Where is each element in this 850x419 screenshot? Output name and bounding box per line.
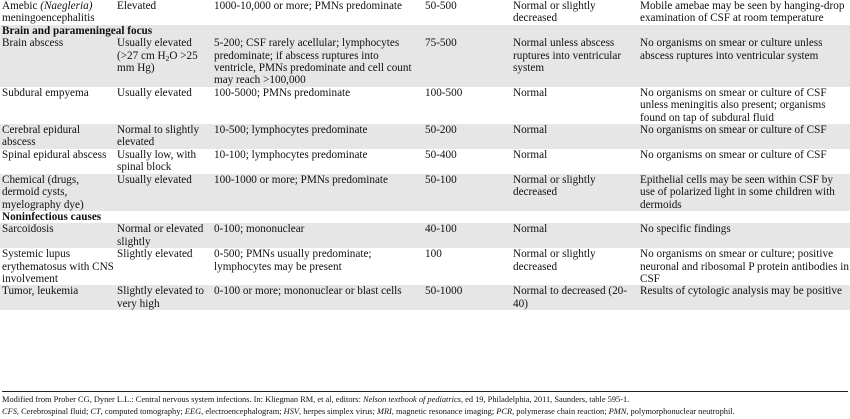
comments-cell: No specific findings <box>638 223 850 248</box>
abbreviation-key: PCR <box>496 406 513 416</box>
protein-cell: 50-1000 <box>423 285 511 310</box>
abbreviation-definition: , electroencephalogram; <box>201 406 284 416</box>
glucose-cell: Normal <box>513 148 548 161</box>
organism-name: (Naegleria) <box>40 0 93 12</box>
pressure-cell: Usually elevated <box>115 174 212 211</box>
section-header: Noninfectious causes <box>2 210 102 223</box>
protein-cell: 50-100 <box>423 174 511 211</box>
abbreviation-definition: , Cerebrospinal fluid; <box>16 406 91 416</box>
condition-text: Amebic <box>2 0 41 12</box>
abbreviation-key: MRI <box>376 406 392 416</box>
leukocytes-cell: 100-1000 or more; PMNs predominate <box>212 174 423 211</box>
abbreviation-definition: , computed tomography; <box>100 406 185 416</box>
comments-cell: Epithelial cells may be seen within CSF by use of polarized light in some children with dermoids <box>638 174 850 211</box>
abbreviation-key: EEG <box>184 406 202 416</box>
pressure-cell: Usually low, with spinal block <box>117 148 197 174</box>
footnote-book-title: Nelson textbook of pediatrics <box>363 395 461 404</box>
table-row <box>0 285 850 310</box>
condition-cell <box>0 0 115 25</box>
pressure-cell: Normal or elevated slightly <box>115 223 212 248</box>
glucose-cell: Normal or slightly decreased <box>513 0 596 25</box>
condition-cell: Chemical (drugs, dermoid cysts, myelography dye) <box>0 174 115 211</box>
footnote-source-text: Modified from Prober CG, Dyner L.L.: Central nervous system infections. In: Kliegman RM, et al, editors: <box>2 395 363 404</box>
comments-cell: No organisms on smear or culture of CSF <box>638 124 850 149</box>
pressure-cell <box>115 37 212 87</box>
table-row <box>0 87 850 124</box>
table-row <box>0 37 850 87</box>
condition-cell: Tumor, leukemia <box>0 285 115 310</box>
leukocytes-cell: 0-500; PMNs usually predominate; lymphocytes may be present <box>214 248 372 273</box>
abbreviation-definition: , polymorphonuclear neutrophil. <box>626 406 735 416</box>
protein-cell: 50-200 <box>423 124 511 149</box>
comments-cell: Results of cytologic analysis may be positive <box>638 285 850 310</box>
abbreviation-key: CFS <box>2 406 17 416</box>
leukocytes-cell: 0-100; mononuclear <box>212 223 423 248</box>
leukocytes-cell: 10-100; lymphocytes predominate <box>214 148 368 161</box>
table-row <box>0 223 850 248</box>
protein-cell: 50-400 <box>425 148 457 161</box>
table-row <box>0 124 850 149</box>
abbreviation-key: CT <box>90 406 101 416</box>
condition-cell: Spinal epidural abscess <box>2 148 107 161</box>
leukocytes-cell: 5-200; CSF rarely acellular; lymphocytes predominate; if abscess ruptures into ventricle, PMNs predominate and cell count may reach >100,000 <box>212 37 423 87</box>
protein-cell: 75-500 <box>423 37 511 87</box>
condition-cell: Brain abscess <box>0 37 115 87</box>
condition-cell: Systemic lupus erythematosus with CNS involvement <box>2 248 114 285</box>
comments-cell: Mobile amebae may be seen by hanging-drop examination of CSF at room temperature <box>640 0 845 25</box>
table-row <box>0 149 850 174</box>
abbreviation-definition: , herpes simplex virus; <box>299 406 377 416</box>
table-row <box>0 248 850 285</box>
comments-cell: No organisms on smear or culture of CSF unless meningitis also present; organisms found on tap of subdural fluid <box>640 86 827 124</box>
pressure-cell: Normal to slightly elevated <box>115 124 212 149</box>
abbreviation-definition: , polymerase chain reaction; <box>512 406 609 416</box>
comments-cell: No organisms on smear or culture unless abscess ruptures into ventricular system <box>638 37 850 87</box>
abbreviation-definition: , magnetic resonance imaging; <box>391 406 497 416</box>
condition-text: meningoencephalitis <box>2 12 95 25</box>
abbreviation-key: HSV <box>283 406 300 416</box>
protein-cell: 100 <box>425 248 442 261</box>
table-footnote <box>2 391 848 417</box>
subscript: 2 <box>165 53 170 63</box>
protein-cell: 50-500 <box>425 0 457 12</box>
glucose-cell: Normal to decreased (20-40) <box>511 285 638 310</box>
glucose-cell: Normal <box>511 223 638 248</box>
footnote-source <box>2 394 848 406</box>
glucose-cell: Normal or slightly decreased <box>513 248 596 273</box>
condition-cell: Sarcoidosis <box>0 223 115 248</box>
protein-cell: 40-100 <box>423 223 511 248</box>
comments-cell: No organisms on smear or culture; positive neuronal and ribosomal P protein antibodies in CSF <box>640 248 850 285</box>
glucose-cell: Normal <box>513 86 548 99</box>
abbreviation-key: PMN <box>608 406 627 416</box>
table-row <box>0 0 850 25</box>
section-header: Brain and parameningeal focus <box>0 25 850 37</box>
leukocytes-cell: 1000-10,000 or more; PMNs predominate <box>214 0 402 12</box>
section-header-row <box>0 211 850 223</box>
condition-cell: Cerebral epidural abscess <box>0 124 115 149</box>
table-row <box>0 174 850 211</box>
glucose-cell: Normal unless abscess ruptures into ventricular system <box>511 37 638 87</box>
comments-cell: No organisms on smear or culture of CSF <box>640 148 827 161</box>
pressure-text: Usually elevated (>27 cm H <box>117 37 192 62</box>
pressure-cell: Slightly elevated <box>117 248 193 261</box>
footnote-source-tail: , ed 19, Philadelphia, 2011, Saunders, table 595-1. <box>460 395 630 404</box>
leukocytes-cell: 0-100 or more; mononuclear or blast cells <box>212 285 423 310</box>
leukocytes-cell: 100-5000; PMNs predominate <box>214 86 351 99</box>
footnote-abbreviations <box>2 406 848 418</box>
pressure-cell: Usually elevated <box>117 86 192 99</box>
protein-cell: 100-500 <box>425 86 463 99</box>
glucose-cell: Normal or slightly decreased <box>511 174 638 211</box>
condition-cell: Subdural empyema <box>2 86 89 99</box>
pressure-cell: Elevated <box>117 0 157 12</box>
section-header-row <box>0 25 850 37</box>
leukocytes-cell: 10-500; lymphocytes predominate <box>212 124 423 149</box>
pressure-text: O >25 mm Hg) <box>117 49 198 75</box>
glucose-cell: Normal <box>511 124 638 149</box>
pressure-cell: Slightly elevated to very high <box>115 285 212 310</box>
